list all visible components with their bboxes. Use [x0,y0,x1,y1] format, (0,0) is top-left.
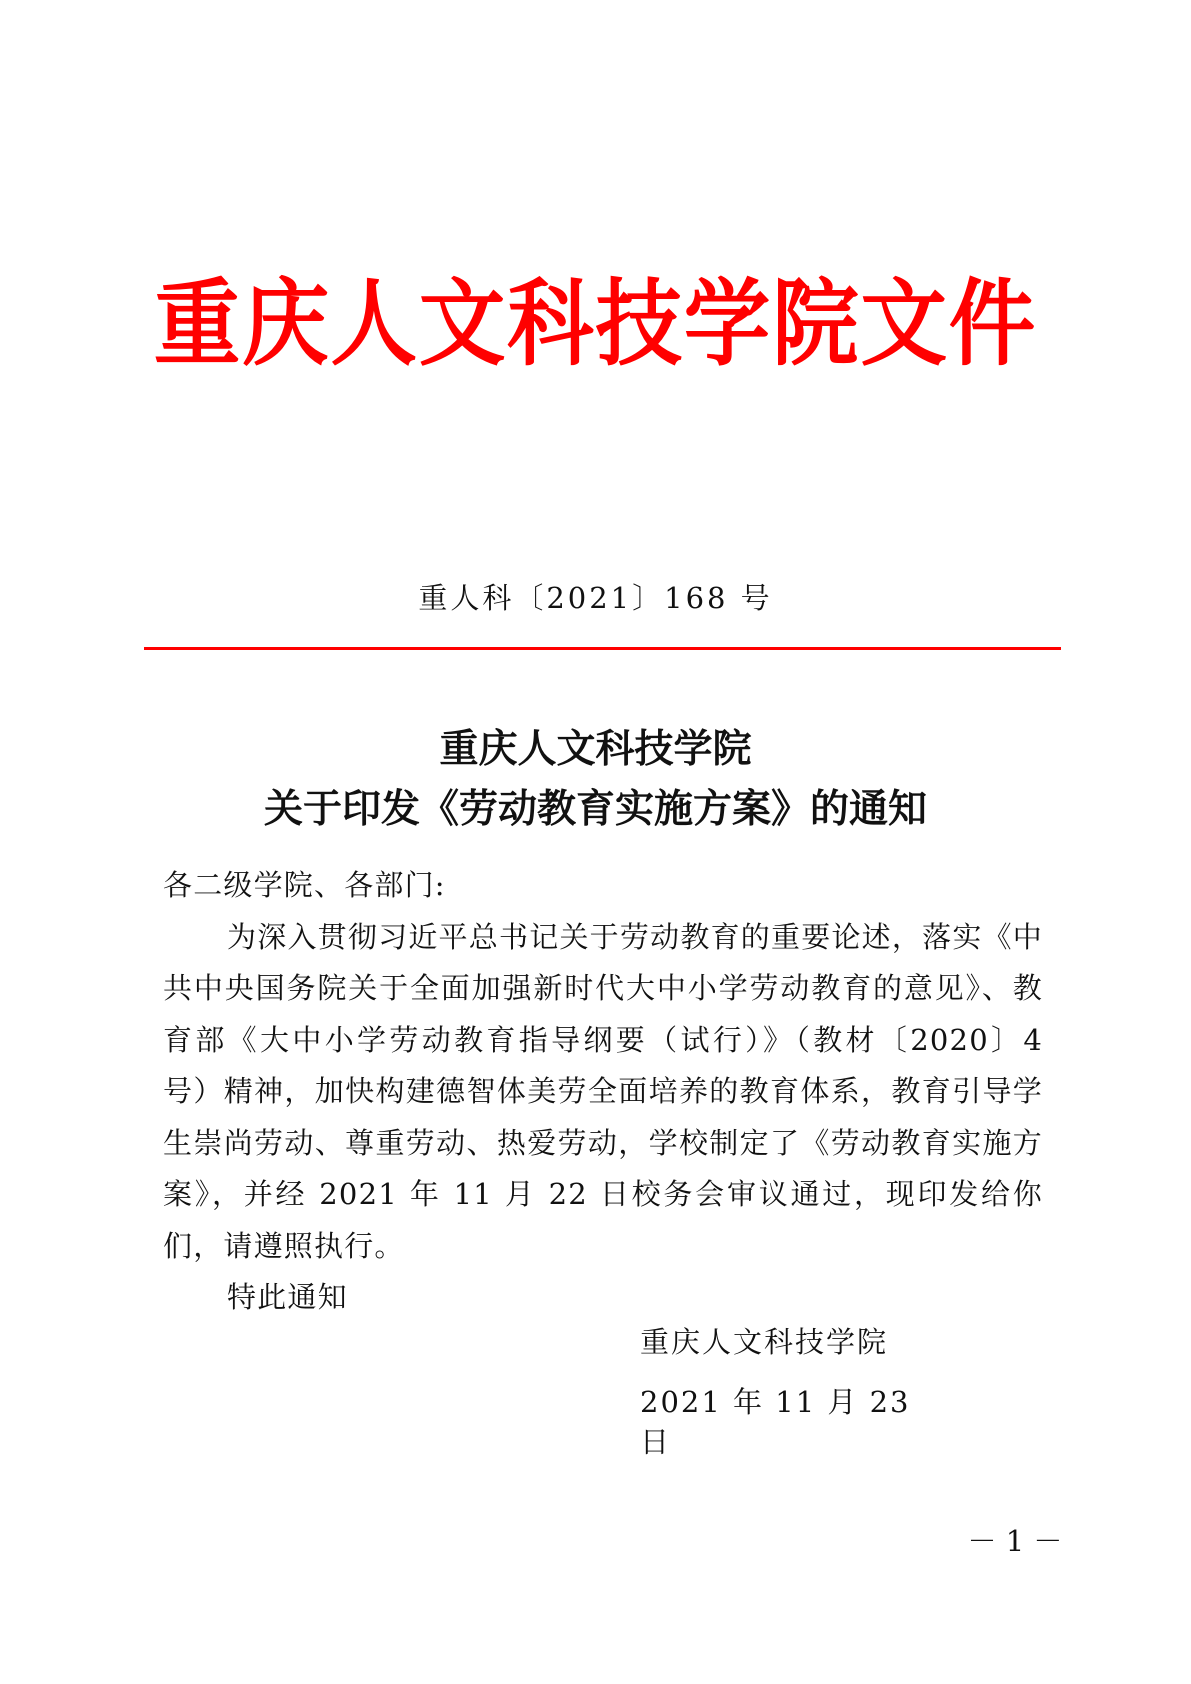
notice-title-line2: 关于印发《劳动教育实施方案》的通知 [263,787,927,832]
document-number: 重人科〔2021〕168 号 [418,581,773,615]
closing-line: 特此通知 [227,1280,348,1314]
document-header-title: 重庆人文科技学院文件 [153,270,1038,379]
signature-date: 2021 年 11 月 23 日 [640,1385,911,1459]
red-divider-line [144,647,1061,650]
body-paragraph: 为深入贯彻习近平总书记关于劳动教育的重要论述，落实《中共中央国务院关于全面加强新时代大中小学劳动教育的意见》、教育部《大中小学劳动教育指导纲要（试行）》（教材〔2020〕4 号）精神，加快构建德智体美劳全面培养的教育体系，教育引导学生崇尚劳动、尊重劳动、热爱劳动，学校制定了《劳动教育实施方案》，并经 2021 年 11 月 22 日校务会审议通过，现印发给你们，请遵照执行。 [163,919,1043,1263]
signature-organization: 重庆人文科技学院 [640,1325,889,1359]
notice-title-line1: 重庆人文科技学院 [439,727,752,772]
notice-body [163,860,1043,1324]
page-number: － 1 － [967,1524,1063,1558]
salutation: 各二级学院、各部门: [163,868,446,902]
